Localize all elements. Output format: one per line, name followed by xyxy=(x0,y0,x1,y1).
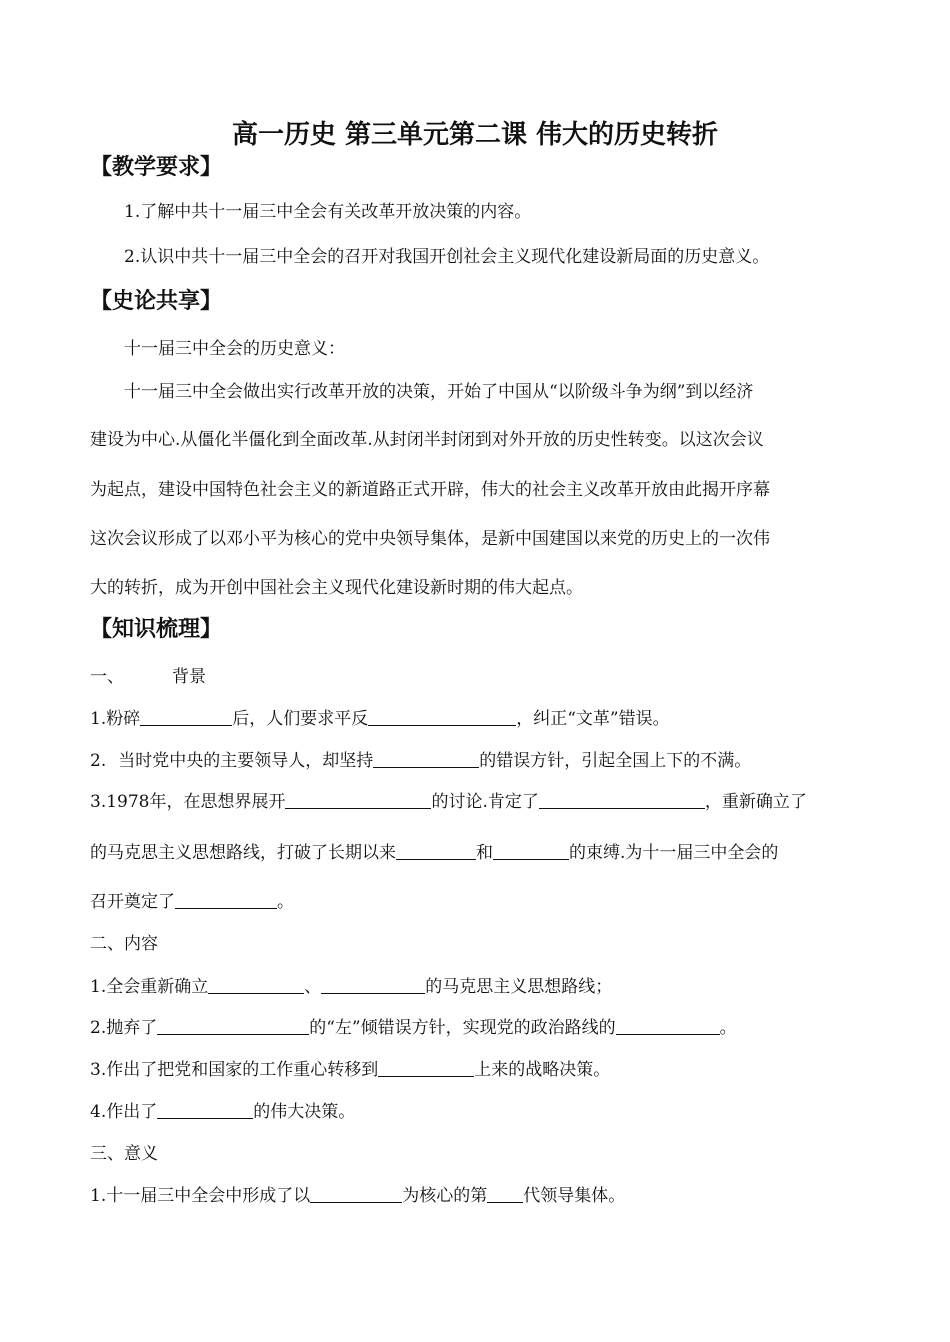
answer-blank[interactable] xyxy=(378,1058,474,1077)
question-2-2: 2.抛弃了 的“左”倾错误方针，实现党的政治路线的 。 xyxy=(90,1018,737,1038)
part1-label: 一、 xyxy=(90,667,124,687)
question-1-3: 3.1978年，在思想界展开 的讨论.肯定了 ，重新确立了 xyxy=(90,792,807,812)
answer-blank[interactable] xyxy=(493,841,569,860)
section-heading-shared: 【史论共享】 xyxy=(90,289,223,314)
answer-blank[interactable] xyxy=(396,841,476,860)
requirement-item-2: 2.认识中共十一届三中全会的召开对我国开创社会主义现代化建设新局面的历史意义。 xyxy=(124,247,770,267)
answer-blank[interactable] xyxy=(310,1184,402,1203)
answer-blank[interactable] xyxy=(157,1100,253,1119)
answer-blank[interactable] xyxy=(616,1016,720,1035)
question-2-1: 1.全会重新确立 、 的马克思主义思想路线； xyxy=(90,977,613,997)
answer-blank[interactable] xyxy=(175,890,277,909)
answer-blank[interactable] xyxy=(321,975,425,994)
answer-blank[interactable] xyxy=(285,790,431,809)
shared-intro: 十一届三中全会的历史意义： xyxy=(124,339,345,359)
part2-heading: 二、内容 xyxy=(90,934,158,954)
shared-paragraph-line: 十一届三中全会做出实行改革开放的决策，开始了中国从“以阶级斗争为纲”到以经济 xyxy=(124,382,754,402)
question-1-2: 2. 当时党中央的主要领导人，却坚持 的错误方针，引起全国上下的不满。 xyxy=(90,751,752,771)
question-3-1: 1.十一届三中全会中形成了以 为核心的第 代领导集体。 xyxy=(90,1186,626,1206)
answer-blank[interactable] xyxy=(487,1184,523,1203)
shared-paragraph-line: 大的转折，成为开创中国社会主义现代化建设新时期的伟大起点。 xyxy=(90,578,583,598)
answer-blank[interactable] xyxy=(140,707,232,726)
shared-paragraph-line: 这次会议形成了以邓小平为核心的党中央领导集体，是新中国建国以来党的历史上的一次伟 xyxy=(90,529,770,549)
part1-heading xyxy=(90,665,206,689)
question-2-4: 4.作出了 的伟大决策。 xyxy=(90,1102,356,1122)
page-title: 高一历史 第三单元第二课 伟大的历史转折 xyxy=(231,120,719,150)
shared-paragraph-line: 建设为中心.从僵化半僵化到全面改革.从封闭半封闭到对外开放的历史性转变。以这次会议 xyxy=(90,430,764,450)
question-1-3-cont: 的马克思主义思想路线，打破了长期以来 和 的束缚.为十一届三中全会的 xyxy=(90,843,779,863)
answer-blank[interactable] xyxy=(539,790,705,809)
question-2-3: 3.作出了把党和国家的工作重心转移到 上来的战略决策。 xyxy=(90,1060,611,1080)
answer-blank[interactable] xyxy=(368,707,516,726)
part1-title: 背景 xyxy=(172,667,206,687)
question-1-3-end: 召开奠定了 。 xyxy=(90,892,294,912)
requirement-item-1: 1.了解中共十一届三中全会有关改革开放决策的内容。 xyxy=(124,202,532,222)
section-heading-knowledge: 【知识梳理】 xyxy=(90,617,223,642)
answer-blank[interactable] xyxy=(157,1016,309,1035)
part3-heading: 三、意义 xyxy=(90,1144,158,1164)
answer-blank[interactable] xyxy=(373,749,479,768)
section-heading-requirements: 【教学要求】 xyxy=(90,155,223,180)
answer-blank[interactable] xyxy=(208,975,304,994)
shared-paragraph-line: 为起点，建设中国特色社会主义的新道路正式开辟，伟大的社会主义改革开放由此揭开序幕 xyxy=(90,480,770,500)
question-1-1: 1.粉碎 后，人们要求平反 ，纠正“文革”错误。 xyxy=(90,709,670,729)
